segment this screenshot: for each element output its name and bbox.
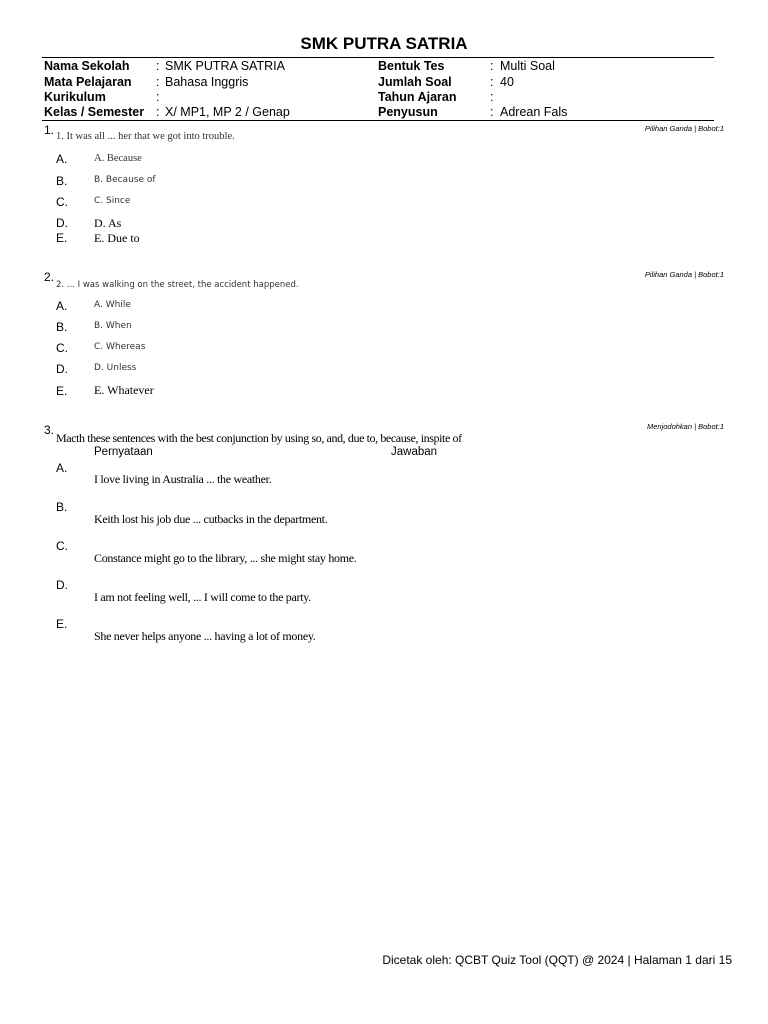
q3-item-d-text: I am not feeling well, ... I will come to the party. <box>94 590 311 604</box>
header-rule-bottom <box>42 120 714 121</box>
sep-penyusun: : <box>490 105 494 119</box>
value-kelas-semester: X/ MP1, MP 2 / Genap <box>165 105 290 119</box>
label-nama-sekolah: Nama Sekolah <box>44 59 130 73</box>
q3-item-a-letter: A. <box>56 461 68 475</box>
sep-kelas-semester: : <box>156 105 160 119</box>
question-2-text: 2. ... I was walking on the street, the accident happened. <box>56 280 299 290</box>
q1-option-c-text: C. Since <box>94 196 131 206</box>
question-1-meta: Pilihan Ganda | Bobot:1 <box>644 124 724 133</box>
q1-option-a-text: A. Because <box>94 153 142 164</box>
q1-option-b-letter: B. <box>56 174 68 188</box>
q3-item-e-text: She never helps anyone ... having a lot of money. <box>94 629 316 643</box>
sep-tahun-ajaran: : <box>490 90 494 104</box>
q2-option-e-text: E. Whatever <box>94 383 154 397</box>
q1-option-b-text: B. Because of <box>94 175 156 185</box>
label-jumlah-soal: Jumlah Soal <box>378 75 452 89</box>
label-penyusun: Penyusun <box>378 105 438 119</box>
q1-option-d-letter: D. <box>56 216 68 230</box>
page-title: SMK PUTRA SATRIA <box>300 34 468 53</box>
value-bentuk-tes: Multi Soal <box>500 59 555 73</box>
sep-nama-sekolah: : <box>156 59 160 73</box>
q3-item-c-letter: C. <box>56 539 68 553</box>
sep-mata-pelajaran: : <box>156 75 160 89</box>
question-1-number: 1. <box>44 123 55 137</box>
q3-item-b-text: Keith lost his job due ... cutbacks in the department. <box>94 512 328 526</box>
q1-option-a-letter: A. <box>56 152 68 166</box>
value-jumlah-soal: 40 <box>500 75 514 89</box>
q2-option-b-text: B. When <box>94 321 132 331</box>
q2-option-c-letter: C. <box>56 341 68 355</box>
sep-jumlah-soal: : <box>490 75 494 89</box>
q2-option-a-text: A. While <box>94 300 131 310</box>
sep-bentuk-tes: : <box>490 59 494 73</box>
label-kurikulum: Kurikulum <box>44 90 106 104</box>
label-bentuk-tes: Bentuk Tes <box>378 59 445 73</box>
q2-option-d-letter: D. <box>56 362 68 376</box>
q2-option-e-letter: E. <box>56 384 68 398</box>
q1-option-c-letter: C. <box>56 195 68 209</box>
q3-item-d-letter: D. <box>56 578 68 592</box>
q3-item-c-text: Constance might go to the library, ... she might stay home. <box>94 551 357 565</box>
q3-item-e-letter: E. <box>56 617 68 631</box>
q3-item-a-text: I love living in Australia ... the weather. <box>94 472 272 486</box>
q3-item-b-letter: B. <box>56 500 68 514</box>
question-2-meta: Pilihan Ganda | Bobot:1 <box>644 270 724 279</box>
header-rule-top <box>42 57 714 58</box>
match-column-statement: Pernyataan <box>94 446 153 458</box>
value-nama-sekolah: SMK PUTRA SATRIA <box>165 59 285 73</box>
label-tahun-ajaran: Tahun Ajaran <box>378 90 457 104</box>
label-kelas-semester: Kelas / Semester <box>44 105 145 119</box>
question-3-meta: Menjodohkan | Bobot:1 <box>646 422 724 431</box>
value-mata-pelajaran: Bahasa Inggris <box>165 75 249 89</box>
q1-option-e-letter: E. <box>56 231 68 245</box>
sep-kurikulum: : <box>156 90 160 104</box>
q2-option-c-text: C. Whereas <box>94 342 146 352</box>
value-penyusun: Adrean Fals <box>500 105 568 119</box>
label-mata-pelajaran: Mata Pelajaran <box>44 75 132 89</box>
page-footer: Dicetak oleh: QCBT Quiz Tool (QQT) @ 2024 | Halaman 1 dari 15 <box>382 953 732 967</box>
match-column-answer: Jawaban <box>391 446 438 458</box>
q2-option-d-text: D. Unless <box>94 363 137 373</box>
q2-option-a-letter: A. <box>56 299 68 313</box>
q1-option-d-text: D. As <box>94 216 122 230</box>
q2-option-b-letter: B. <box>56 320 68 334</box>
question-3-number: 3. <box>44 423 55 437</box>
question-3-text: Macth these sentences with the best conjunction by using so, and, due to, because, inspite of <box>56 431 462 445</box>
question-1-text: 1. It was all ... her that we got into trouble. <box>56 131 235 142</box>
q1-option-e-text: E. Due to <box>94 231 140 245</box>
question-2-number: 2. <box>44 270 55 284</box>
